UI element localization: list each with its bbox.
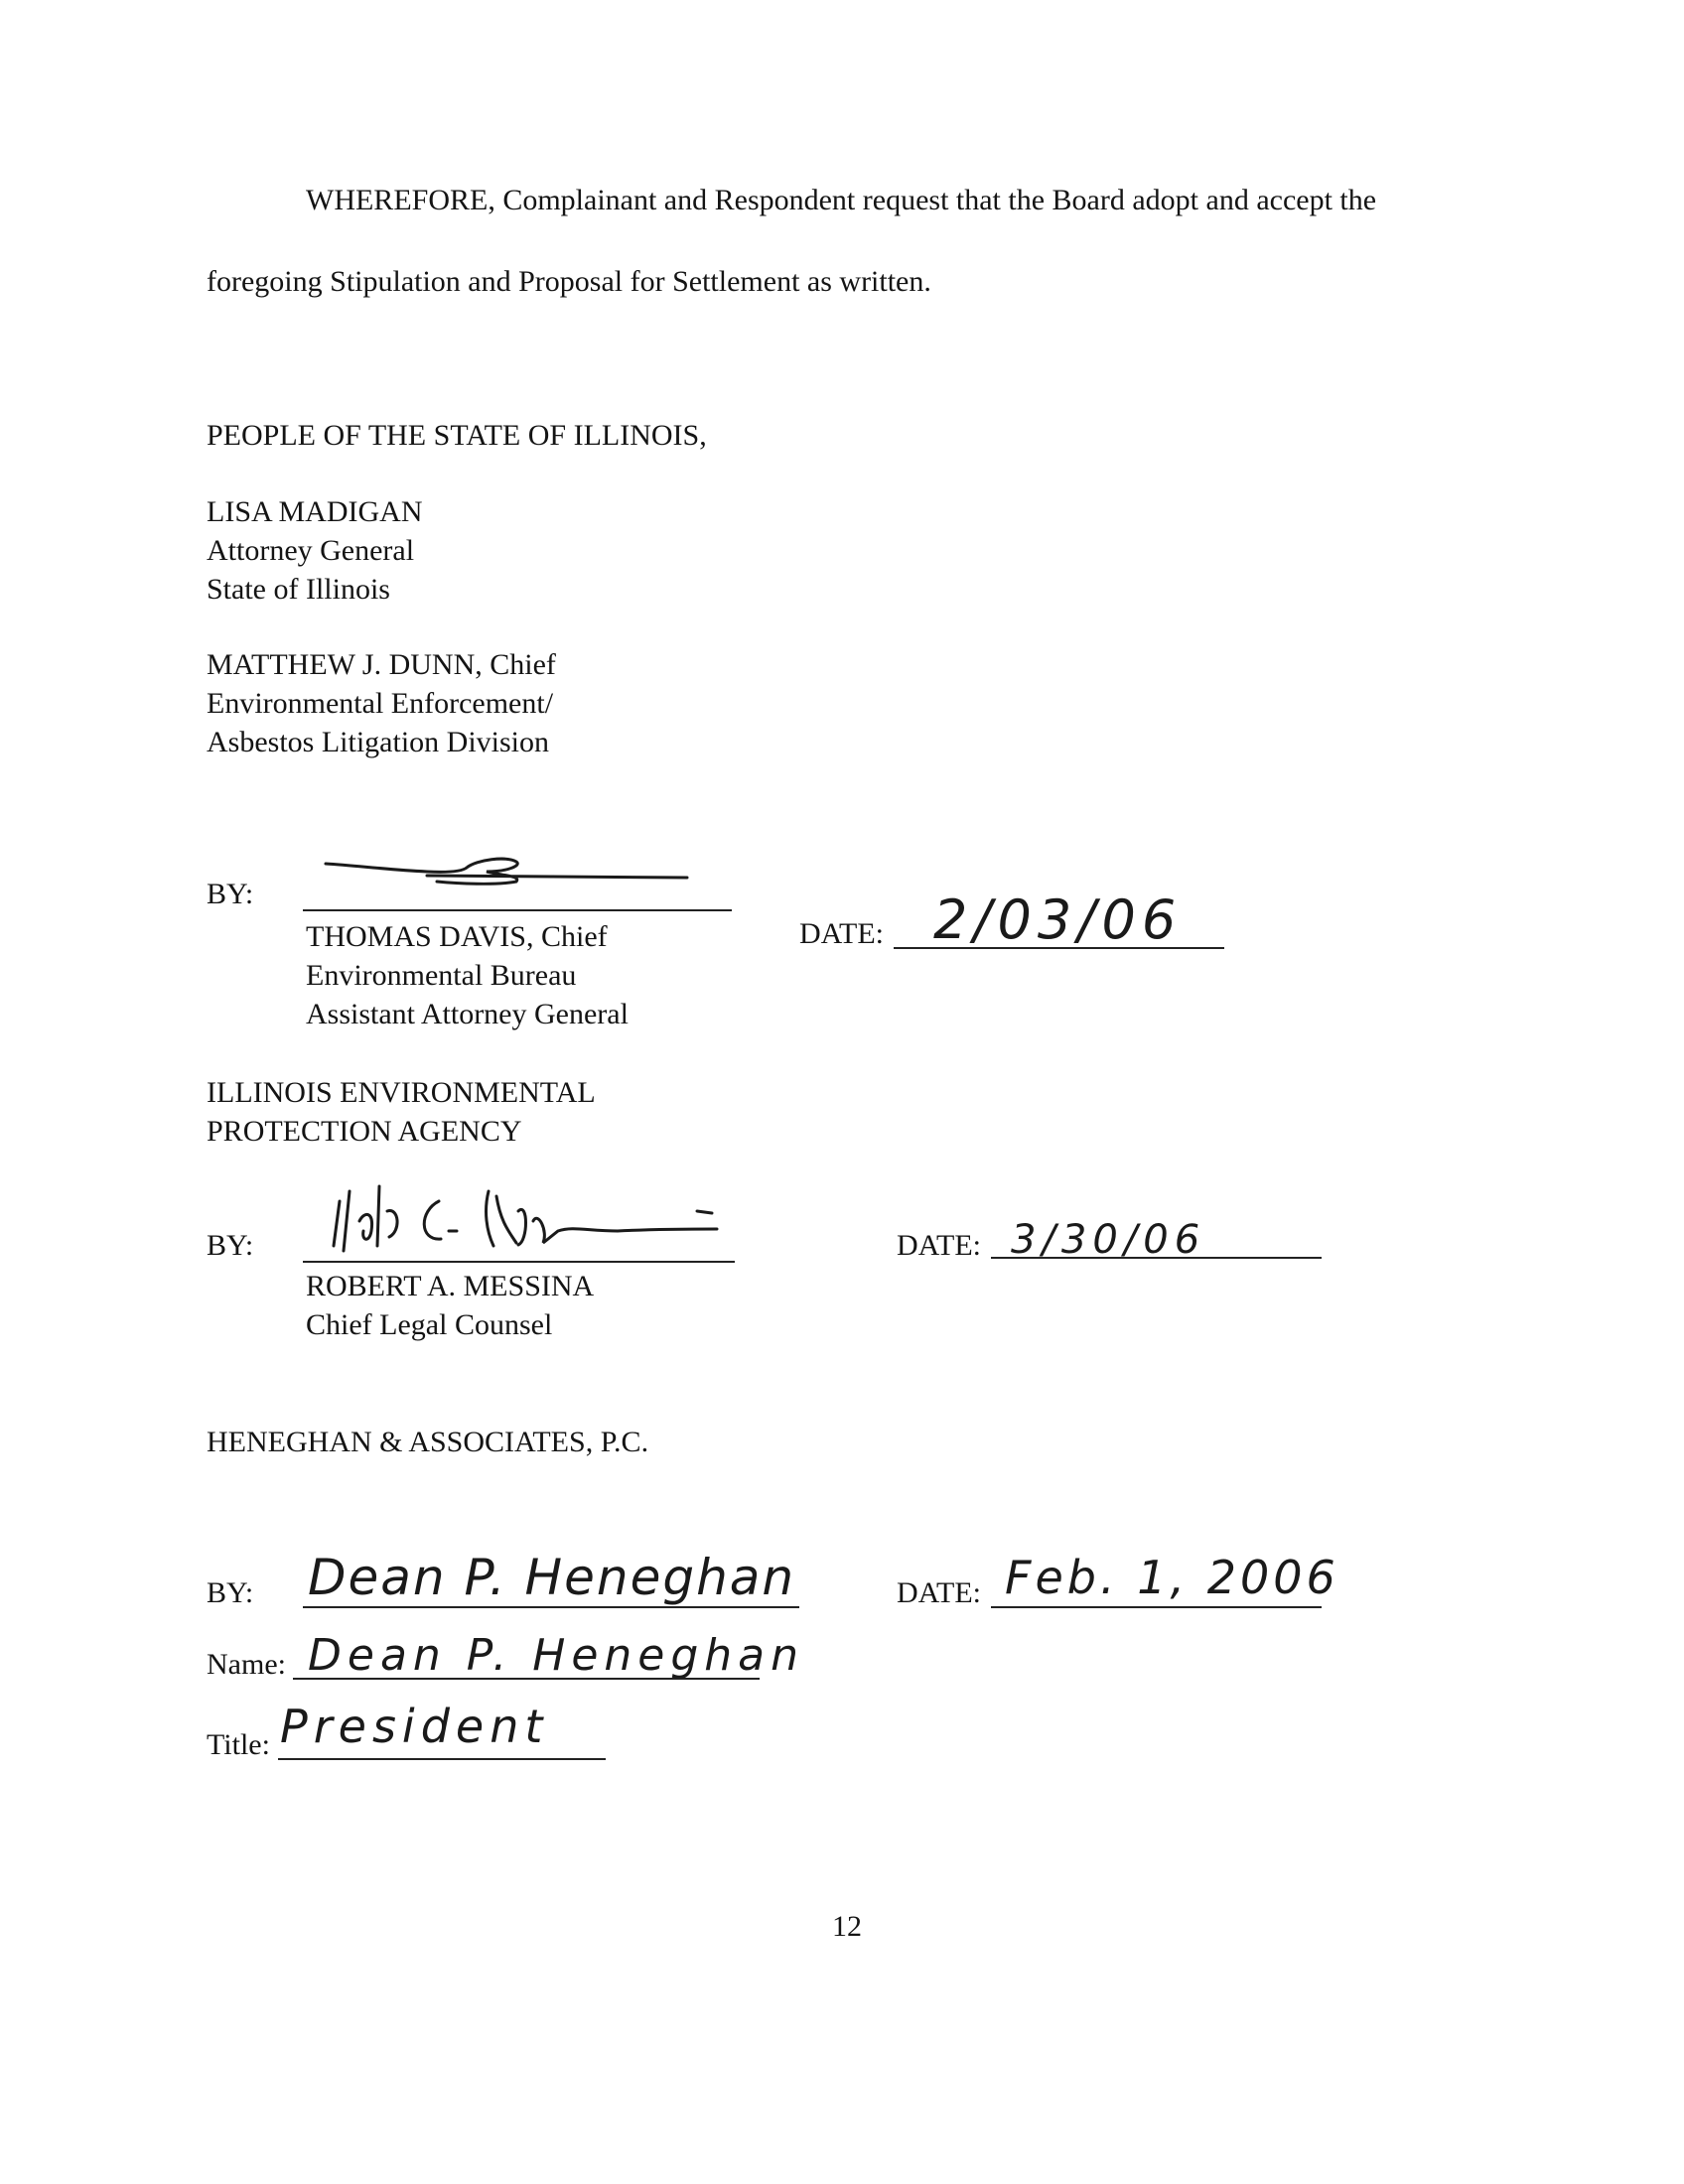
respondent-heading: [207, 1423, 648, 1461]
agency-signer-title: Chief Legal Counsel: [306, 1308, 553, 1341]
state-date-value: 2/03/06: [933, 888, 1183, 951]
agency-date-label: DATE:: [897, 1229, 981, 1262]
page-number: 12: [832, 1910, 862, 1943]
respondent-title-value: President: [280, 1700, 549, 1753]
ag-title: Attorney General: [207, 534, 415, 567]
respondent-date-value: Feb. 1, 2006: [1005, 1551, 1339, 1604]
respondent-name-value: Dean P. Heneghan: [308, 1630, 805, 1681]
agency-signer-name: ROBERT A. MESSINA: [306, 1270, 595, 1302]
chief-title-2: Asbestos Litigation Division: [207, 726, 549, 758]
chief-title-1: Environmental Enforcement/: [207, 687, 554, 720]
agency-date-value: 3/30/06: [1011, 1217, 1206, 1263]
state-signature-line: [303, 909, 732, 911]
agency-signature-line: [303, 1261, 735, 1263]
respondent-date-line: [991, 1606, 1322, 1608]
agency-by-label: BY:: [207, 1229, 254, 1262]
state-signer-title-2: Assistant Attorney General: [306, 998, 629, 1030]
respondent-date-label: DATE:: [897, 1576, 981, 1609]
respondent-by-label: BY:: [207, 1576, 254, 1609]
agency-heading-1: ILLINOIS ENVIRONMENTAL: [207, 1076, 596, 1109]
agency-signature: [320, 1171, 737, 1261]
state-heading: [207, 416, 707, 455]
ag-name: LISA MADIGAN: [207, 495, 423, 528]
state-signature: [318, 842, 695, 911]
agency-heading-2: PROTECTION AGENCY: [207, 1115, 522, 1148]
chief-name: MATTHEW J. DUNN, Chief: [207, 648, 556, 681]
agency-heading: [207, 1073, 596, 1151]
attorney-general-block: [207, 492, 423, 609]
division-chief-block: [207, 645, 556, 761]
respondent-title-line: [278, 1758, 606, 1760]
closing-line-1: WHEREFORE, Complainant and Respondent request that the Board adopt and accept the: [306, 184, 1377, 216]
ag-state: State of Illinois: [207, 573, 390, 606]
state-by-label: BY:: [207, 878, 254, 910]
state-date-label: DATE:: [799, 917, 884, 950]
respondent-heading-text: HENEGHAN & ASSOCIATES, P.C.: [207, 1426, 649, 1458]
state-signer-name: THOMAS DAVIS, Chief: [306, 920, 608, 953]
closing-line-2: foregoing Stipulation and Proposal for Settlement as written.: [207, 265, 931, 298]
respondent-title-label: Title:: [207, 1728, 270, 1761]
state-signer-block: [306, 917, 629, 1033]
agency-signer-block: [306, 1267, 594, 1344]
respondent-signature-line: [303, 1606, 799, 1608]
state-heading-text: PEOPLE OF THE STATE OF ILLINOIS,: [207, 419, 707, 452]
state-signer-title-1: Environmental Bureau: [306, 959, 577, 992]
respondent-signature: Dean P. Heneghan: [308, 1549, 796, 1606]
respondent-name-label: Name:: [207, 1648, 286, 1681]
respondent-name-line: [293, 1678, 760, 1680]
